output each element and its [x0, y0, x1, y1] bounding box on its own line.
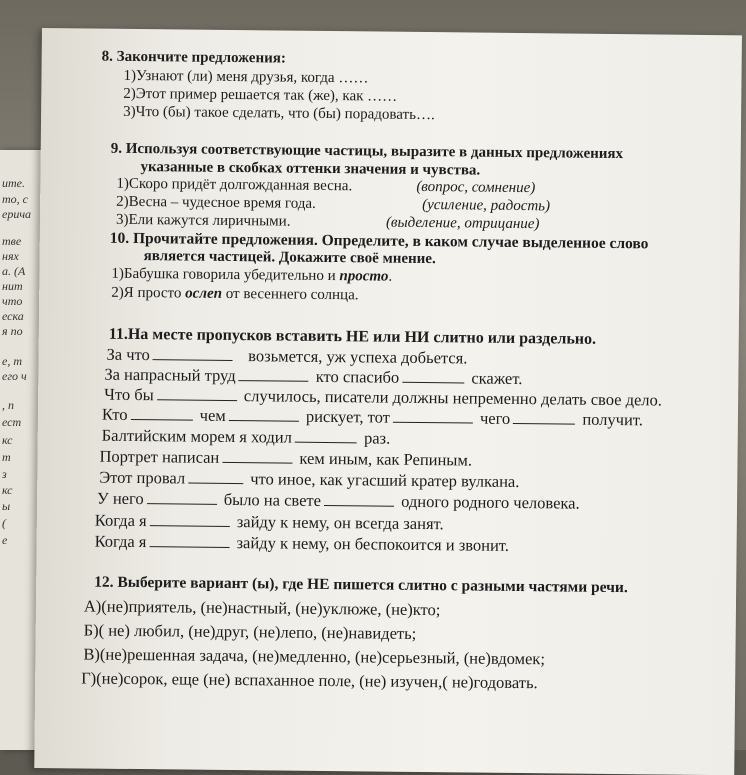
q12-title: 12. Выберите вариант (ы), где НЕ пишется слитно с разными частями речи. — [94, 573, 628, 597]
fragment: еска — [2, 309, 24, 323]
q8-line: 1)Узнают (ли) меня друзья, когда …… — [123, 67, 369, 87]
answer-blank — [150, 524, 230, 527]
q9-note: (выделение, отрицание) — [385, 214, 540, 233]
answer-blank — [513, 422, 575, 425]
q12-option: Б)( не) любил, (не)друг, (не)лепо, (не)навидеть; — [83, 620, 417, 643]
q9-item: 2)Весна – чудесное время года. (усиление, радость) — [116, 193, 551, 215]
fragment: ерича — [2, 207, 32, 221]
fragment: кс — [2, 433, 13, 447]
q10-sentence-1: 1)Бабушка говорила убедительно и просто. — [111, 265, 393, 285]
answer-blank — [222, 461, 292, 464]
q11-line: Что бы случилось, писатели должны непременно делать свое дело. — [104, 384, 663, 410]
q11-line: У него было на свете одного родного человека. — [96, 488, 580, 513]
answer-blank — [188, 482, 243, 485]
highlighted-word: просто — [339, 268, 389, 285]
q9-note: (вопрос, сомнение) — [416, 178, 536, 197]
q11-line: Когда я зайду к нему, он беспокоится и звонит. — [94, 531, 510, 555]
q12-option: А)(не)приятель, (не)настный, (не)уклюже, (не)кто; — [83, 596, 441, 620]
q12-option: В)(не)решенная задача, (не)медленно, (не)серьезный, (не)вдомек; — [83, 644, 546, 669]
answer-blank — [157, 398, 237, 401]
q9-note: (усиление, радость) — [422, 196, 551, 215]
fragment: т — [2, 450, 11, 464]
q9-item: 3)Ели кажутся лиричными. (выделение, отрицание) — [115, 211, 540, 233]
fragment: з — [2, 467, 7, 481]
q11-line: Портрет написан кем иным, как Репиным. — [99, 446, 473, 470]
answer-blank — [239, 379, 309, 382]
answer-blank — [147, 502, 217, 505]
fragment: а. (А — [2, 264, 26, 278]
fragment: е, т — [2, 354, 22, 368]
q8-line: 3)Что (бы) такое сделать, что (бы) порадовать…. — [123, 103, 435, 124]
q10-title-cont: является частицей. Докажите своё мнение. — [143, 248, 436, 268]
fragment: то, с — [2, 192, 28, 206]
fragment: кс — [2, 483, 13, 497]
fragment: я по — [2, 324, 23, 338]
q11-line: Кто чем рискует, тот чего получит. — [101, 404, 644, 430]
answer-blank — [393, 421, 473, 424]
q11-line: За что возьмется, уж успеха добьется. — [106, 344, 468, 368]
answer-blank — [295, 441, 357, 444]
q11-line: Балтийским морем я ходил раз. — [101, 425, 391, 448]
highlighted-word: ослеп — [185, 285, 223, 302]
fragment: ы — [2, 499, 11, 513]
fragment: что — [2, 294, 23, 308]
q12-option: Г)(не)сорок, еще (не) вспаханное поле, (не) изучен,( не)годовать. — [81, 668, 538, 693]
answer-blank — [324, 504, 394, 507]
fragment: ите. — [2, 176, 25, 190]
answer-blank — [149, 545, 229, 548]
fragment: нит — [2, 279, 23, 293]
fragment: его ч — [2, 369, 27, 383]
fragment: тве — [2, 234, 22, 248]
answer-blank — [229, 419, 299, 422]
q11-line: Этот провал что иное, как угасший кратер вулкана. — [99, 467, 520, 492]
worksheet-page — [34, 28, 742, 775]
q8-title: 8. Закончите предложения: — [101, 48, 286, 67]
answer-blank — [402, 381, 464, 384]
q9-title-cont: указанные в скобках оттенки значения и чувства. — [140, 159, 481, 179]
fragment: нях — [2, 249, 19, 263]
q10-title: 10. Прочитайте предложения. Определите, в каком случае выделенное слово — [109, 229, 649, 253]
q11-line: Когда я зайду к нему, он всегда занят. — [94, 510, 444, 534]
q11-title: 11.На месте пропусков вставить НЕ или НИ слитно или раздельно. — [108, 325, 597, 348]
q8-line: 2)Этот пример решается так (же), как …… — [123, 85, 398, 105]
q9-title: 9. Используя соответствующие частицы, выразите в данных предложениях — [110, 140, 624, 163]
fragment: ест — [2, 415, 22, 429]
q10-sentence-2: 2)Я просто ослеп от весеннего солнца. — [111, 284, 359, 304]
q11-line: За напрасный труд кто спасибо скажет. — [104, 364, 523, 389]
fragment: , п — [2, 398, 14, 412]
answer-blank — [153, 358, 233, 361]
q9-item: 1)Скоро придёт долгожданная весна. (вопрос, сомнение) — [116, 175, 536, 197]
fragment: ( — [2, 516, 6, 530]
fragment: е — [2, 533, 8, 547]
answer-blank — [131, 418, 193, 421]
